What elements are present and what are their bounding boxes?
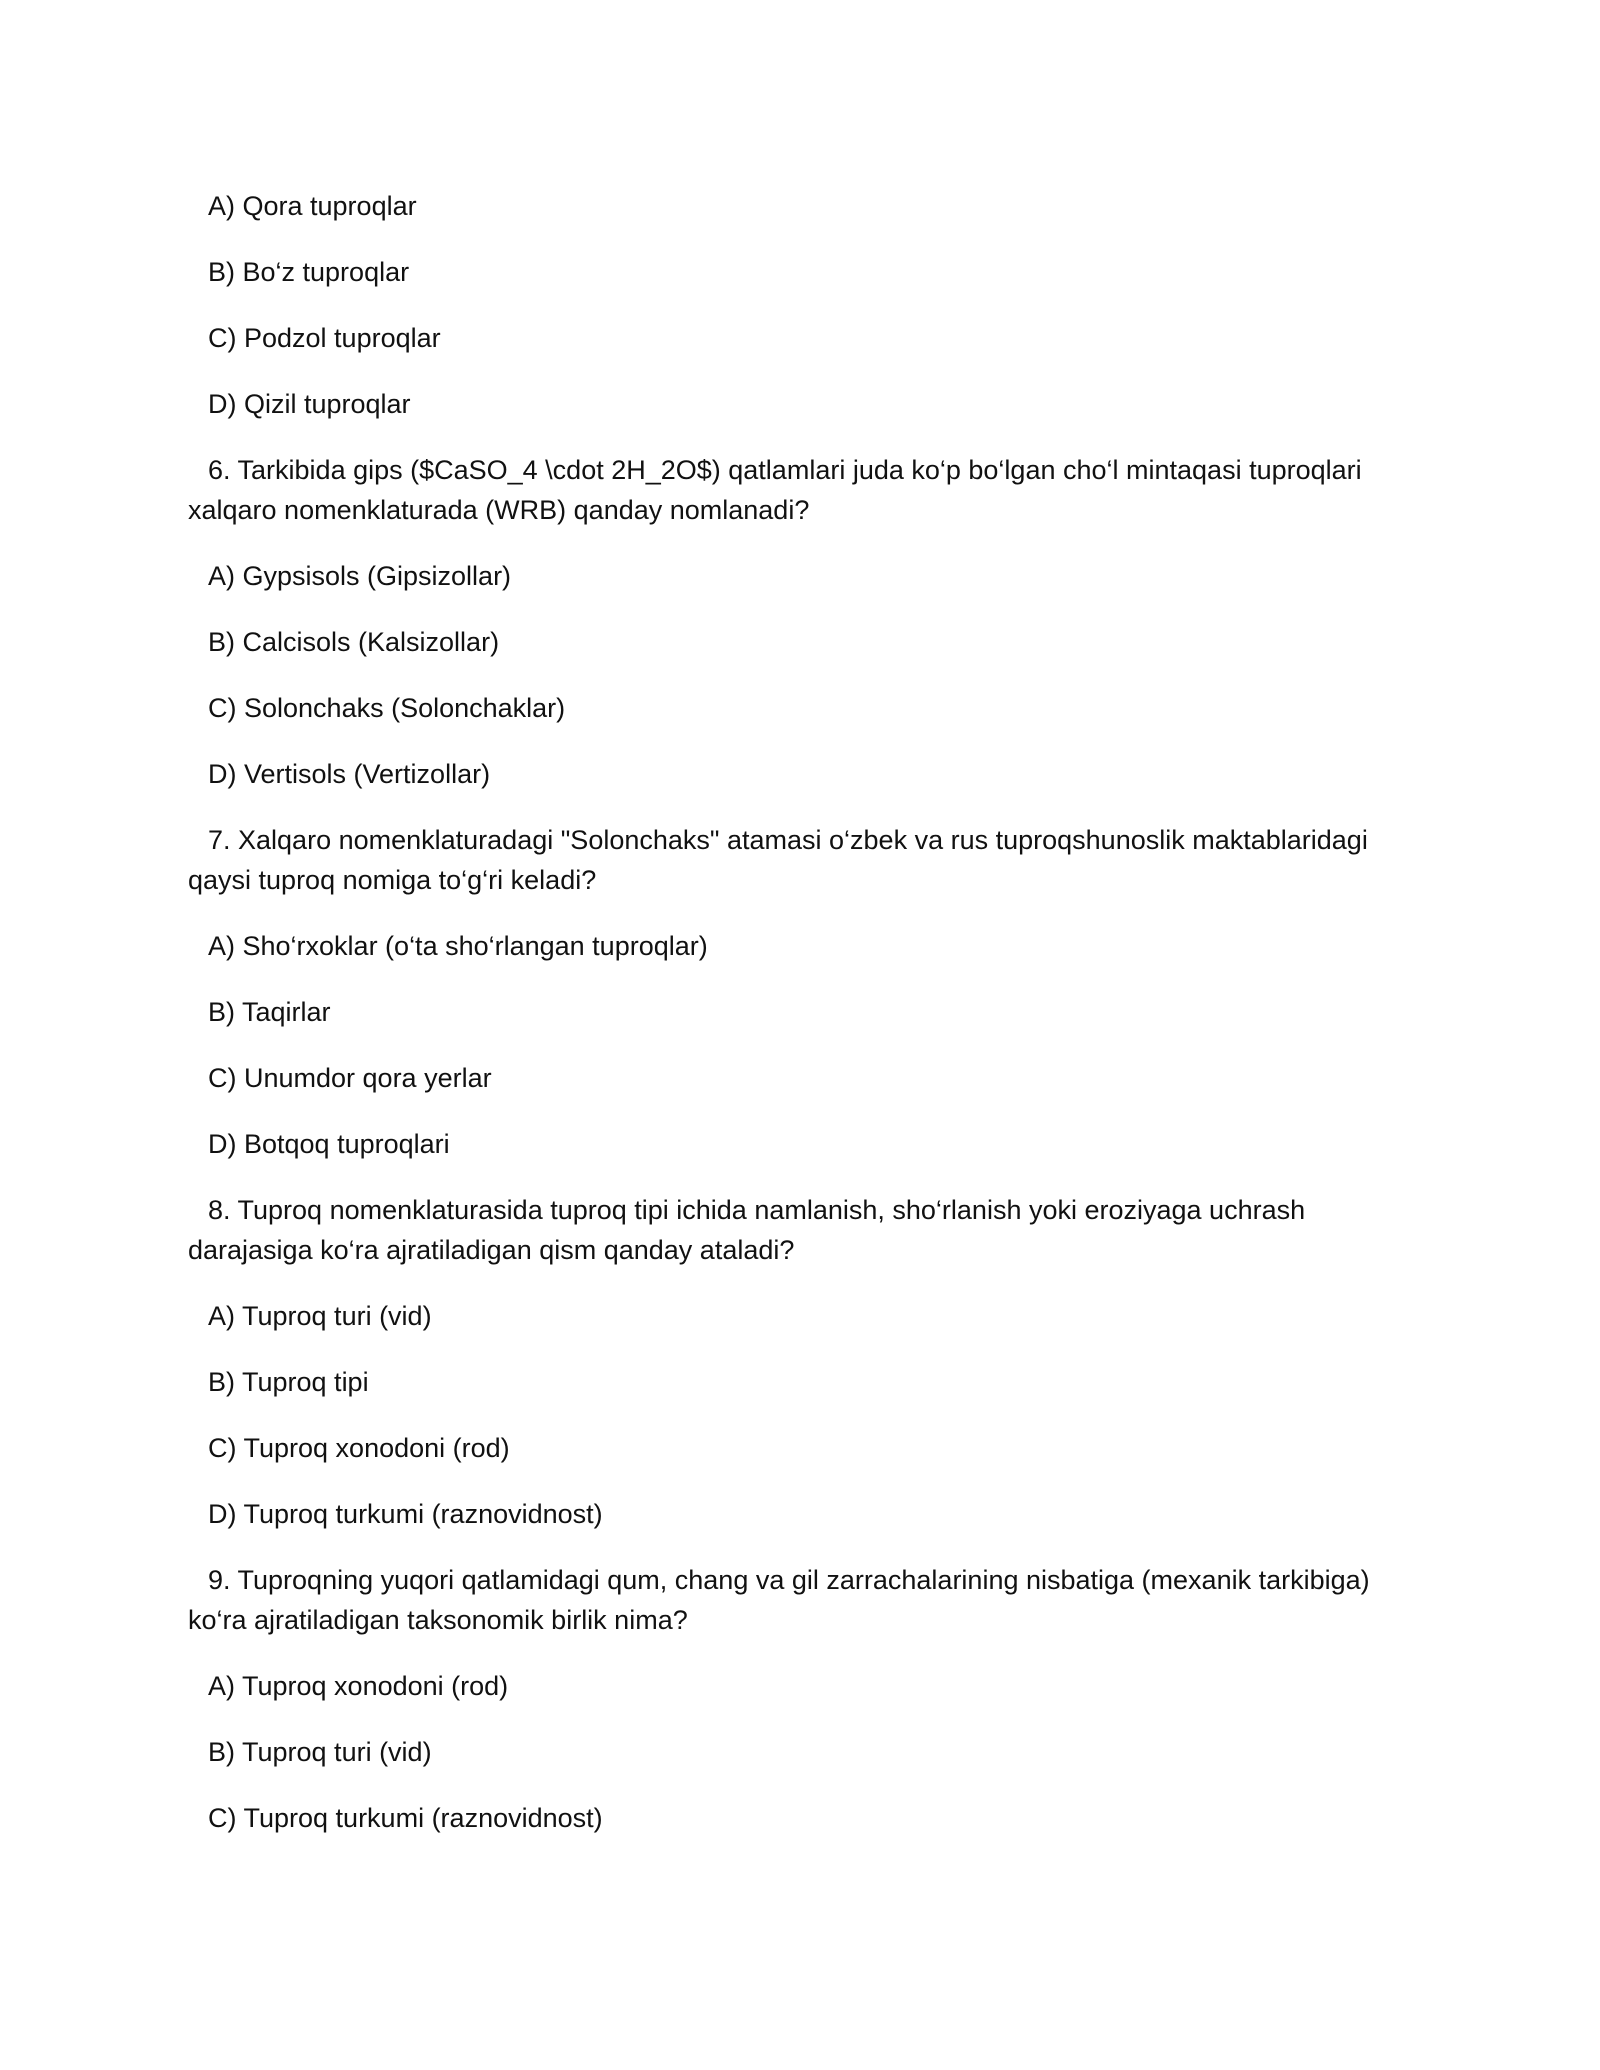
- option-q9-c: C) Tuproq turkumi (raznovidnost): [208, 1803, 603, 1833]
- question-9: 9. Tuproqning yuqori qatlamidagi qum, chang va gil zarrachalarining nisbatiga (mexanik tarkibiga) ko‘ra ajratiladigan taksonomik birlik nima?: [188, 1565, 1370, 1635]
- option-q5-b: B) Bo‘z tuproqlar: [208, 257, 410, 287]
- question-7: 7. Xalqaro nomenklaturadagi "Solonchaks" atamasi o‘zbek va rus tuproqshunoslik maktablaridagi qaysi tuproq nomiga to‘g‘ri keladi?: [188, 825, 1368, 895]
- option-q5-c: C) Podzol tuproqlar: [208, 323, 441, 353]
- question-8: 8. Tuproq nomenklaturasida tuproq tipi ichida namlanish, sho‘rlanish yoki eroziyaga uchrash darajasiga ko‘ra ajratiladigan qism qanday ataladi?: [188, 1195, 1306, 1265]
- option-q5-a: A) Qora tuproqlar: [208, 191, 417, 221]
- option-q7-b: B) Taqirlar: [208, 997, 331, 1027]
- document-content: [188, 186, 1428, 1864]
- option-q8-a: A) Tuproq turi (vid): [208, 1301, 432, 1331]
- option-q6-d: D) Vertisols (Vertizollar): [208, 759, 491, 789]
- option-q5-d: D) Qizil tuproqlar: [208, 389, 411, 419]
- option-q6-a: A) Gypsisols (Gipsizollar): [208, 561, 512, 591]
- option-q7-c: C) Unumdor qora yerlar: [208, 1063, 492, 1093]
- option-q7-d: D) Botqoq tuproqlari: [208, 1129, 450, 1159]
- option-q8-d: D) Tuproq turkumi (raznovidnost): [208, 1499, 603, 1529]
- question-6: 6. Tarkibida gips ($CaSO_4 \cdot 2H_2O$) qatlamlari juda ko‘p bo‘lgan cho‘l mintaqasi tuproqlari xalqaro nomenklaturada (WRB) qanday nomlanadi?: [188, 455, 1362, 525]
- option-q6-b: B) Calcisols (Kalsizollar): [208, 627, 500, 657]
- option-q9-b: B) Tuproq turi (vid): [208, 1737, 432, 1767]
- option-q6-c: C) Solonchaks (Solonchaklar): [208, 693, 566, 723]
- option-q8-c: C) Tuproq xonodoni (rod): [208, 1433, 510, 1463]
- option-q7-a: A) Sho‘rxoklar (o‘ta sho‘rlangan tuproqlar): [208, 931, 708, 961]
- option-q8-b: B) Tuproq tipi: [208, 1367, 369, 1397]
- option-q9-a: A) Tuproq xonodoni (rod): [208, 1671, 509, 1701]
